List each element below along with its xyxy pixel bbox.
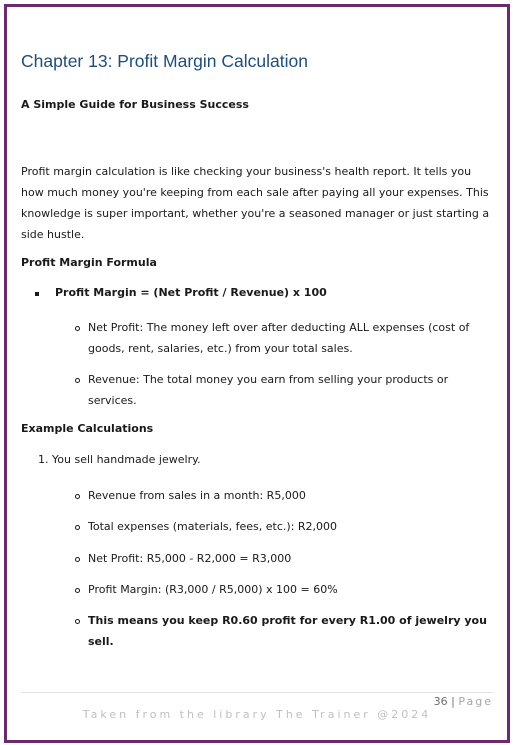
definition-text: Revenue: The total money you earn from selling your products or services. xyxy=(88,373,449,407)
chapter-subtitle: A Simple Guide for Business Success xyxy=(21,98,249,111)
detail-text: This means you keep R0.60 profit for every R1.00 of jewelry you sell. xyxy=(88,614,487,648)
detail-conclusion xyxy=(71,610,495,652)
definition-text: Net Profit: The money left over after deducting ALL expenses (cost of goods, rent, salaries, etc.) from your total sales. xyxy=(88,321,470,355)
detail-expenses xyxy=(71,516,495,537)
item-text: You sell handmade jewelry. xyxy=(52,453,201,466)
detail-text: Total expenses (materials, fees, etc.): R2,000 xyxy=(88,520,338,533)
watermark: Taken from the library The Trainer @2024 xyxy=(82,708,432,721)
circle-bullet-icon xyxy=(75,378,80,383)
detail-text: Profit Margin: (R3,000 / R5,000) x 100 = 60% xyxy=(88,583,338,596)
formula-heading: Profit Margin Formula xyxy=(21,256,157,269)
detail-net-profit xyxy=(71,548,495,569)
definition-revenue xyxy=(71,369,495,411)
page-number-value: 36 xyxy=(433,695,448,708)
circle-bullet-icon xyxy=(75,557,80,562)
intro-paragraph: Profit margin calculation is like checking your business's health report. It tells you how much money you're keeping from each sale after paying all your expenses. This knowledge is super important, whether you're a seasoned manager or just starting a side hustle. xyxy=(21,165,490,241)
item-number: 1. xyxy=(38,453,49,466)
numbered-item xyxy=(38,453,201,466)
page-number xyxy=(434,695,493,708)
circle-bullet-icon xyxy=(75,525,80,530)
circle-bullet-icon xyxy=(75,326,80,331)
detail-text: Revenue from sales in a month: R5,000 xyxy=(88,489,306,502)
detail-text: Net Profit: R5,000 - R2,000 = R3,000 xyxy=(88,552,292,565)
footer-divider xyxy=(21,692,493,693)
detail-profit-margin xyxy=(71,579,495,600)
chapter-title: Chapter 13: Profit Margin Calculation xyxy=(21,51,308,71)
detail-revenue xyxy=(71,485,495,506)
page-frame xyxy=(4,4,510,743)
examples-heading: Example Calculations xyxy=(21,422,154,435)
circle-bullet-icon xyxy=(75,494,80,499)
definition-net-profit xyxy=(71,317,495,359)
page-number-separator: | xyxy=(451,695,455,708)
circle-bullet-icon xyxy=(75,619,80,624)
circle-bullet-icon xyxy=(75,588,80,593)
square-bullet-icon xyxy=(35,292,39,296)
formula-text: Profit Margin = (Net Profit / Revenue) x 100 xyxy=(55,286,327,299)
page-label: Page xyxy=(458,695,493,708)
